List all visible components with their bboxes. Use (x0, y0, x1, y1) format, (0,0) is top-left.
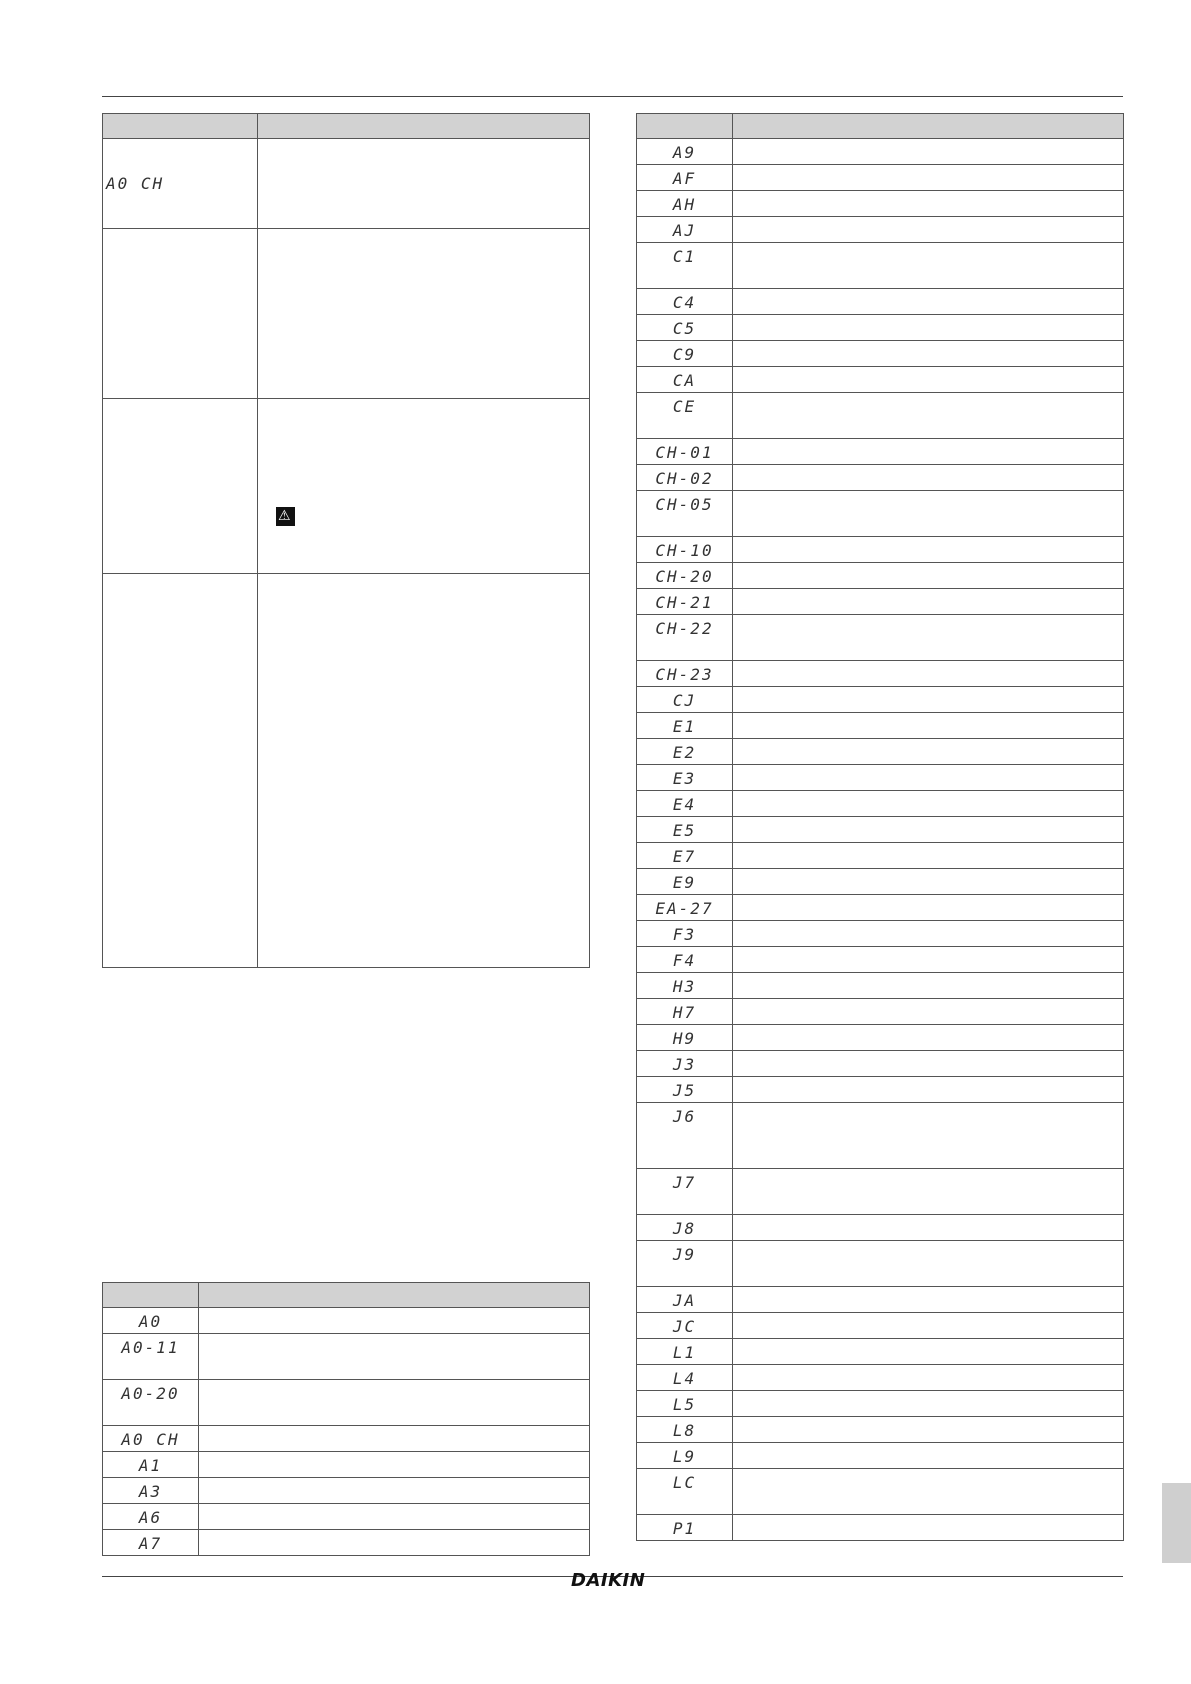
table-row (637, 615, 1124, 661)
error-code-cell: H3 (637, 973, 733, 999)
chapter-tab (1162, 1483, 1191, 1563)
table-row (637, 491, 1124, 537)
description-cell (733, 687, 1124, 713)
error-code-cell: E7 (637, 843, 733, 869)
description-cell (733, 1391, 1124, 1417)
description-cell (733, 921, 1124, 947)
description-cell (733, 589, 1124, 615)
error-code-cell: A1 (103, 1452, 199, 1478)
description-cell (733, 439, 1124, 465)
table-row (637, 687, 1124, 713)
description-cell (199, 1308, 590, 1334)
table-row (637, 341, 1124, 367)
left-bottom-table (102, 1282, 590, 1556)
error-code-cell: C5 (637, 315, 733, 341)
description-cell (733, 1169, 1124, 1215)
left-top-table (102, 113, 590, 968)
error-code-cell (103, 399, 258, 574)
table-row (637, 973, 1124, 999)
table-header (637, 114, 1124, 139)
error-code-cell: CE (637, 393, 733, 439)
description-cell (733, 1241, 1124, 1287)
table-row (637, 999, 1124, 1025)
description-cell (733, 1215, 1124, 1241)
description-cell (733, 563, 1124, 589)
error-code-cell: C4 (637, 289, 733, 315)
error-code-cell: CH-02 (637, 465, 733, 491)
description-cell (199, 1380, 590, 1426)
description-cell (733, 817, 1124, 843)
table-row (637, 191, 1124, 217)
error-code-cell: A0 (103, 1308, 199, 1334)
error-code-cell: CH-22 (637, 615, 733, 661)
table-row (637, 1077, 1124, 1103)
description-cell (733, 1339, 1124, 1365)
description-cell (733, 191, 1124, 217)
table-row (637, 843, 1124, 869)
error-code-cell: J8 (637, 1215, 733, 1241)
table-row (103, 1426, 590, 1452)
table-row (637, 765, 1124, 791)
error-code-cell: A0 CH (103, 139, 258, 229)
table-row (637, 1469, 1124, 1515)
table-row (103, 1308, 590, 1334)
table-row (637, 791, 1124, 817)
table-row (637, 1051, 1124, 1077)
table-row (637, 465, 1124, 491)
description-cell (258, 574, 590, 968)
table-row (637, 947, 1124, 973)
description-cell (733, 1365, 1124, 1391)
error-code-cell: L4 (637, 1365, 733, 1391)
table-row (637, 217, 1124, 243)
table-row (637, 739, 1124, 765)
table-row (637, 439, 1124, 465)
description-cell (199, 1426, 590, 1452)
table-row (637, 1339, 1124, 1365)
description-cell (733, 243, 1124, 289)
description-cell (733, 393, 1124, 439)
table-row (637, 243, 1124, 289)
description-cell (733, 537, 1124, 563)
description-cell (733, 1025, 1124, 1051)
table-row (637, 165, 1124, 191)
description-cell (733, 895, 1124, 921)
table-row (637, 537, 1124, 563)
description-cell (258, 139, 590, 229)
error-code-cell: JA (637, 1287, 733, 1313)
description-cell (199, 1530, 590, 1556)
description-cell (733, 973, 1124, 999)
table-row (103, 1504, 590, 1530)
table-row (637, 895, 1124, 921)
description-cell (733, 1515, 1124, 1541)
error-code-cell: CH-20 (637, 563, 733, 589)
table-row (637, 1169, 1124, 1215)
table-row (637, 713, 1124, 739)
description-cell (199, 1334, 590, 1380)
table-row (637, 1313, 1124, 1339)
description-cell (733, 1051, 1124, 1077)
error-code-cell: E2 (637, 739, 733, 765)
error-code-cell: E5 (637, 817, 733, 843)
table-row (637, 139, 1124, 165)
table-row (637, 1365, 1124, 1391)
error-code-cell: JC (637, 1313, 733, 1339)
description-cell (733, 615, 1124, 661)
description-cell (733, 1469, 1124, 1515)
error-code-cell: C1 (637, 243, 733, 289)
table-row (103, 139, 590, 229)
description-cell (733, 165, 1124, 191)
table-row (637, 1443, 1124, 1469)
error-code-cell: E3 (637, 765, 733, 791)
description-cell (733, 217, 1124, 243)
table-row (637, 1417, 1124, 1443)
error-code-cell: H7 (637, 999, 733, 1025)
error-code-cell: A9 (637, 139, 733, 165)
description-cell (733, 843, 1124, 869)
error-code-cell: CJ (637, 687, 733, 713)
description-cell (733, 341, 1124, 367)
table-row (103, 1530, 590, 1556)
error-code-cell: A0-11 (103, 1334, 199, 1380)
table-row (637, 393, 1124, 439)
error-code-cell: AH (637, 191, 733, 217)
description-cell (258, 229, 590, 399)
table-row (637, 315, 1124, 341)
error-code-cell: J6 (637, 1103, 733, 1169)
description-cell (733, 1417, 1124, 1443)
error-code-cell: H9 (637, 1025, 733, 1051)
description-cell (733, 491, 1124, 537)
error-code-cell: J3 (637, 1051, 733, 1077)
description-cell (733, 739, 1124, 765)
table-row (637, 661, 1124, 687)
table-row (637, 563, 1124, 589)
error-code-cell: AF (637, 165, 733, 191)
table-header (103, 1283, 590, 1308)
error-code-cell: CH-01 (637, 439, 733, 465)
description-cell (733, 999, 1124, 1025)
description-cell (733, 1443, 1124, 1469)
error-code-cell: F3 (637, 921, 733, 947)
warning-triangle-icon: ⚠ (276, 507, 295, 526)
error-code-cell: EA-27 (637, 895, 733, 921)
error-code-cell: CH-21 (637, 589, 733, 615)
table-row (637, 1391, 1124, 1417)
description-cell (199, 1504, 590, 1530)
table-row (103, 574, 590, 968)
error-code-cell: E1 (637, 713, 733, 739)
error-code-cell: A0 CH (103, 1426, 199, 1452)
table-row (103, 1334, 590, 1380)
error-code-cell: CA (637, 367, 733, 393)
table-row (637, 1515, 1124, 1541)
description-cell (733, 315, 1124, 341)
table-header (103, 114, 590, 139)
error-code-cell: P1 (637, 1515, 733, 1541)
table-row (637, 289, 1124, 315)
daikin-logo: DAIKIN (571, 1570, 646, 1591)
description-cell (733, 1103, 1124, 1169)
header-rule (102, 96, 1123, 97)
error-code-cell: E9 (637, 869, 733, 895)
table-row (637, 589, 1124, 615)
table-row (103, 1380, 590, 1426)
error-code-cell: A0-20 (103, 1380, 199, 1426)
description-cell (199, 1452, 590, 1478)
right-table-body (637, 139, 1124, 1541)
table-row (637, 817, 1124, 843)
description-cell (733, 713, 1124, 739)
table-row (103, 229, 590, 399)
table-row (637, 869, 1124, 895)
error-code-cell: L5 (637, 1391, 733, 1417)
error-code-cell (103, 229, 258, 399)
error-code-cell: L1 (637, 1339, 733, 1365)
table-row (103, 399, 590, 574)
table-row (103, 1478, 590, 1504)
error-code-cell: J5 (637, 1077, 733, 1103)
description-cell (733, 791, 1124, 817)
table-row (637, 1215, 1124, 1241)
error-code-cell: LC (637, 1469, 733, 1515)
error-code-cell: CH-10 (637, 537, 733, 563)
error-code-cell: J9 (637, 1241, 733, 1287)
description-cell (733, 869, 1124, 895)
error-code-cell: J7 (637, 1169, 733, 1215)
table-row (637, 1241, 1124, 1287)
description-cell (733, 1287, 1124, 1313)
description-cell (733, 661, 1124, 687)
table-row (637, 1287, 1124, 1313)
description-cell (733, 289, 1124, 315)
error-code-cell (103, 574, 258, 968)
table-row (637, 1103, 1124, 1169)
right-table (636, 113, 1124, 1541)
description-cell (733, 947, 1124, 973)
table-row (103, 1452, 590, 1478)
error-code-cell: A3 (103, 1478, 199, 1504)
error-code-cell: A7 (103, 1530, 199, 1556)
table-row (637, 1025, 1124, 1051)
error-code-cell: L9 (637, 1443, 733, 1469)
error-code-cell: A6 (103, 1504, 199, 1530)
description-cell (733, 765, 1124, 791)
description-cell (258, 399, 590, 574)
description-cell (733, 139, 1124, 165)
description-cell (733, 1077, 1124, 1103)
error-code-cell: E4 (637, 791, 733, 817)
table-row (637, 367, 1124, 393)
table-row (637, 921, 1124, 947)
description-cell (733, 465, 1124, 491)
error-code-cell: C9 (637, 341, 733, 367)
error-code-cell: L8 (637, 1417, 733, 1443)
description-cell (733, 367, 1124, 393)
error-code-cell: CH-05 (637, 491, 733, 537)
error-code-cell: AJ (637, 217, 733, 243)
error-code-cell: CH-23 (637, 661, 733, 687)
description-cell (199, 1478, 590, 1504)
description-cell (733, 1313, 1124, 1339)
error-code-cell: F4 (637, 947, 733, 973)
